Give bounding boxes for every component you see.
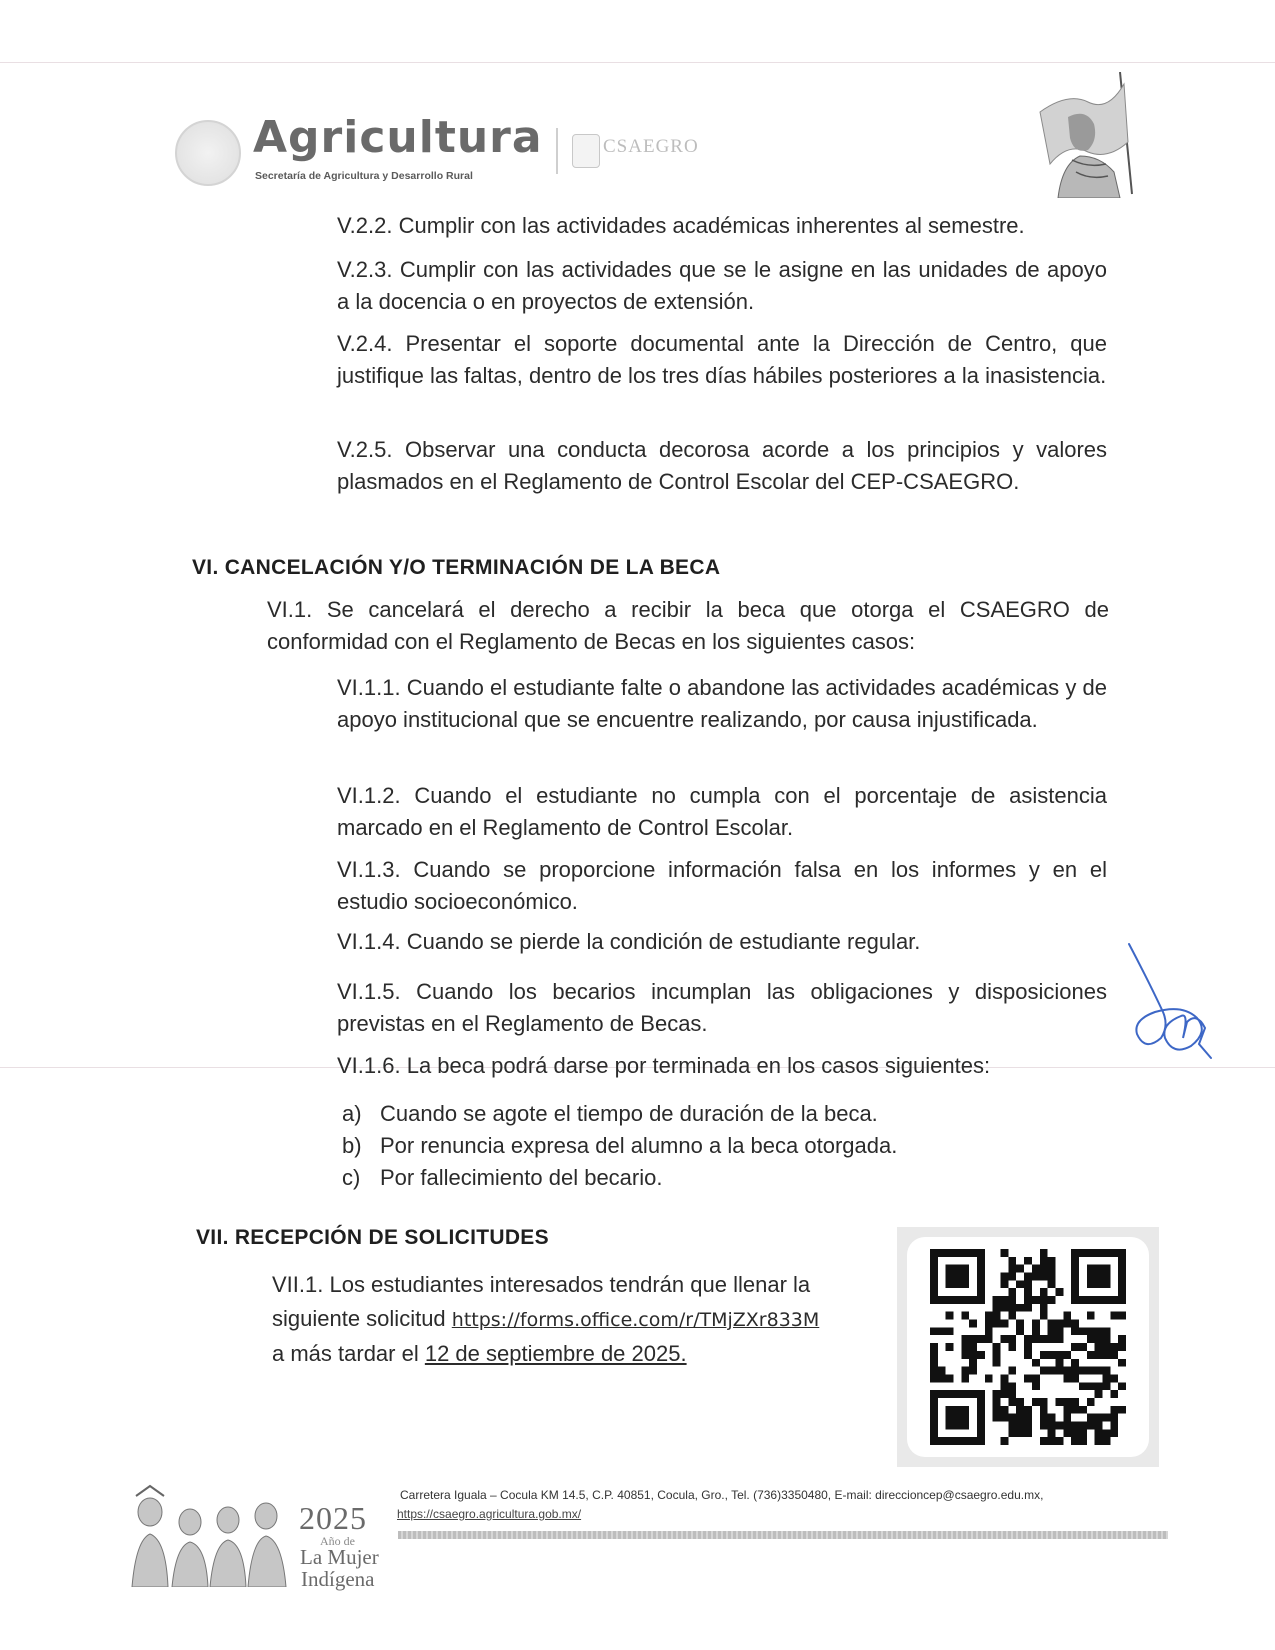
vii-line-2-text: siguiente solicitud	[272, 1306, 452, 1331]
application-form-link[interactable]: https://forms.office.com/r/TMjZXr833M	[451, 1309, 820, 1331]
vii-line-2	[272, 1302, 884, 1337]
list-marker: a)	[342, 1101, 362, 1126]
heading-section-vii: VII. RECEPCIÓN DE SOLICITUDES	[196, 1226, 549, 1249]
agency-subtitle: Secretaría de Agricultura y Desarrollo Rural	[255, 170, 473, 182]
item-v-2-4: V.2.4. Presentar el soporte documental ante la Dirección de Centro, que justifique las faltas, dentro de los tres días hábiles posteriores a la inasistencia.	[337, 331, 1107, 388]
item-v-2-5: V.2.5. Observar una conducta decorosa acorde a los principios y valores plasmados en el Reglamento de Control Escolar del CEP-CSAEGRO.	[337, 437, 1107, 494]
item-vi-1-4: VI.1.4. Cuando se pierde la condición de estudiante regular.	[337, 929, 921, 954]
vii-line-3-text: a más tardar el	[272, 1341, 425, 1366]
footer-year-caption: Año de	[320, 1534, 355, 1548]
deadline-date: 12 de septiembre de 2025.	[424, 1341, 687, 1366]
item-vi-1-1: VI.1.1. Cuando el estudiante falte o abandone las actividades académicas y de apoyo institucional que se encuentre realizando, por causa injustificada.	[337, 675, 1107, 732]
item-vi-1-5: VI.1.5. Cuando los becarios incumplan las obligaciones y disposiciones previstas en el Reglamento de Becas.	[337, 979, 1107, 1036]
qr-code-frame	[897, 1227, 1159, 1467]
mexico-seal-icon	[175, 120, 241, 186]
qr-code-icon[interactable]	[925, 1249, 1131, 1445]
list-marker: c)	[342, 1165, 361, 1190]
item-vi-1-2: VI.1.2. Cuando el estudiante no cumpla con el porcentaje de asistencia marcado en el Reglamento de Control Escolar.	[337, 783, 1107, 840]
item-vi-1-3: VI.1.3. Cuando se proporcione información falsa en los informes y en el estudio socioeconómico.	[337, 857, 1107, 914]
handwritten-signature	[1125, 942, 1215, 1060]
csaegro-logo-icon	[572, 134, 600, 168]
item-v-2-2: V.2.2. Cumplir con las actividades académicas inherentes al semestre.	[337, 213, 1025, 238]
footer-address: Carretera Iguala – Cocula KM 14.5, C.P. 40851, Cocula, Gro., Tel. (736)3350480, E-mail: direccioncep@csaegro.edu.mx,	[400, 1488, 1044, 1502]
woman-with-flag-illustration	[1028, 72, 1140, 198]
vii-line-3	[272, 1337, 884, 1371]
item-vi-1: VI.1. Se cancelará el derecho a recibir la beca que otorga el CSAEGRO de conformidad con el Reglamento de Becas en los siguientes casos:	[267, 597, 1109, 654]
item-vii-1	[272, 1268, 884, 1371]
heading-section-vi: VI. CANCELACIÓN Y/O TERMINACIÓN DE LA BECA	[192, 556, 721, 579]
list-item-c	[342, 1162, 662, 1194]
institution-name: CSAEGRO	[603, 136, 699, 157]
list-item-a	[342, 1098, 878, 1130]
header-divider	[556, 128, 558, 174]
list-text: Por fallecimiento del becario.	[380, 1165, 663, 1190]
footer-year: 2025	[299, 1500, 367, 1536]
footer-website-link[interactable]: https://csaegro.agricultura.gob.mx/	[397, 1507, 582, 1521]
agency-title: Agricultura	[253, 112, 543, 163]
footer-theme-line-2: Indígena	[301, 1567, 375, 1591]
footer-bar	[398, 1531, 1168, 1539]
list-marker: b)	[342, 1133, 362, 1158]
page-rule-top	[0, 62, 1275, 63]
item-vi-1-6: VI.1.6. La beca podrá darse por terminada en los casos siguientes:	[337, 1053, 991, 1078]
list-text: Por renuncia expresa del alumno a la beca otorgada.	[380, 1133, 898, 1158]
qr-code-card	[907, 1237, 1149, 1457]
list-item-b	[342, 1130, 897, 1162]
footer-theme-line-1: La Mujer	[300, 1545, 379, 1569]
letterhead	[175, 112, 735, 192]
vii-line-1: VII.1. Los estudiantes interesados tendrán que llenar la	[272, 1272, 811, 1297]
item-v-2-3: V.2.3. Cumplir con las actividades que se le asigne en las unidades de apoyo a la docencia o en proyectos de extensión.	[337, 257, 1107, 314]
list-text: Cuando se agote el tiempo de duración de la beca.	[380, 1101, 878, 1126]
indigenous-women-illustration	[128, 1482, 293, 1587]
